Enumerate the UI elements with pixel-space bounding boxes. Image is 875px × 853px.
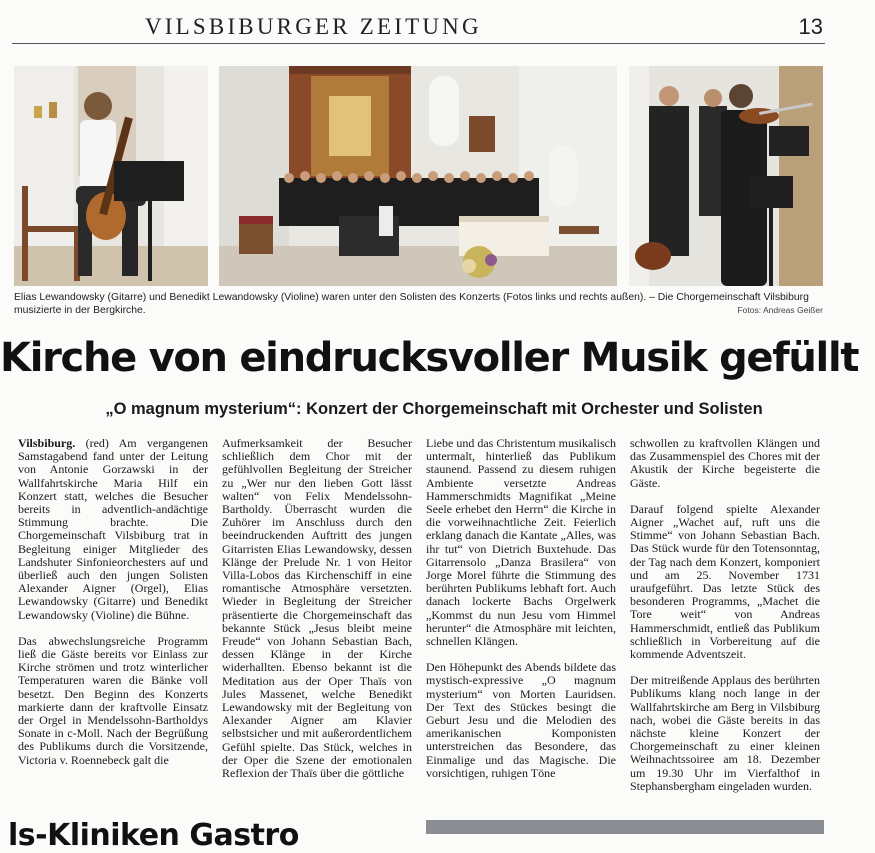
article-column-2 (222, 437, 412, 780)
article-column-3 (426, 437, 616, 780)
paragraph: Liebe und das Christentum musikalisch untermalt, hinterließ das Publikum staunend. Passend zu diesem ruhigen Ambiente versetzte Andreas Hammerschmidts Magnifikat „Meine Seele erhebet den Herrn“ die Kirche in die vorweihnachtliche Zeit. Feierlich erklang danach die Kantate „Alles, was ihr tut“ von Dietrich Buxtehude. Das Gitarrensolo „Danza Brasilera“ von Jorge Morel führte die Stimmung des berührten Publikums lebhaft fort. Auch danach lockerte Bachs Orgelwerk „Kommst du nun Jesu vom Himmel herunter“ die Atmosphäre mit leichten, schnellen Klängen. (426, 436, 616, 649)
paragraph (18, 437, 208, 622)
paragraph: Den Höhepunkt des Abends bildete das mystisch-expressive „O magnum mysterium“ von Morten Lauridsen. Der Text des Stückes besingt die Geburt Jesu und die Melodien des amerikanischen Komponisten unterstreichen das Besondere, das Einmalige und das Magische. Die vorsichtigen, ruhigen Töne (426, 660, 616, 780)
paragraph-text: (red) Am vergangenen Samstagabend fand unter der Leitung von Antonie Gorzawski in der Wallfahrtskirche Maria Hilf ein Konzert statt, welches die Besucher bereits in adventlich-andächtige Stimmung brachte. Die Chorgemeinschaft Vilsbiburg trat in Begleitung einiger Mitglieder des Landshuter Sinfonieorchesters auf und überließ auch den jungen Solisten Alexander Aigner (Orgel), Elias Lewandowsky (Gitarre) und Benedikt Lewandowsky (Violine) die Bühne. (18, 436, 208, 622)
photo-credit: Fotos: Andreas Geißer (737, 305, 823, 315)
page-number: 13 (798, 14, 823, 39)
photo-violinist (629, 66, 823, 286)
masthead: VILSBIBURGER ZEITUNG (145, 14, 482, 39)
article-column-4 (630, 437, 820, 793)
article-headline: Kirche von eindrucksvoller Musik gefüllt (0, 335, 859, 381)
next-article-photo (426, 820, 824, 834)
photo-caption: Elias Lewandowsky (Gitarre) und Benedikt Lewandowsky (Violine) waren unter den Solisten des Konzerts (Fotos links und rechts außen). – Die Chorgemeinschaft Vilsbiburg musizierte in der Bergkirche. (14, 292, 809, 316)
paragraph: Das abwechslungsreiche Programm ließ die Gäste bereits vor Einlass zur Kirche strömen und trotz winterlicher Temperaturen waren die Bänke voll besetzt. Den Beginn des Konzerts markierte dann der kraftvolle Einsatz der Orgel in Mendelssohn-Bartholdys Sonate in c-Moll. Nach der Begrüßung des Publikums durch die Vorsitzende, Victoria v. Roennebeck galt die (18, 633, 208, 767)
header-rule (12, 43, 825, 44)
article-subheadline: „O magnum mysterium“: Konzert der Chorgemeinschaft mit Orchester und Solisten (105, 400, 763, 418)
paragraph: Aufmerksamkeit der Besucher schließlich dem Chor mit der gefühlvollen Begleitung der Streicher zu „Wer nur den lieben Gott lässt walten“ von Felix Mendelssohn-Bartholdy. Überrascht wurden die Zuhörer im Anschluss durch den beeindruckenden Auftritt des jungen Gitarristen Elias Lewandowsky, dessen Klänge der Prelude Nr. 1 von Heitor Villa-Lobos das Kirchenschiff in eine romantische Atmosphäre versetzten. Wieder in Begleitung der Streicher präsentierte die Chorgemeinschaft das bekannte Stück „Jesus bleibt meine Freude“ von Johann Sebastian Bach, dessen Klänge in der Kirche widerhallten. Ebenso bekannt ist die Meditation aus der Oper Thaïs von Jules Massenet, welche Benedikt Lewandowsky mit der Begleitung von Alexander Aigner am Klavier selbstsicher und mit außerordentlichem Gefühl spielte. Das Stück, welches in der Oper die Szene der emotionalen Reflexion der Thaïs über die göttliche (222, 436, 412, 781)
paragraph: schwollen zu kraftvollen Klängen und das Zusammenspiel des Chores mit der Akustik der Kirche begeisterte die Gäste. (630, 436, 820, 490)
paragraph: Der mitreißende Applaus des berührten Publikums klang noch lange in der Wallfahrtskirche am Berg in Vilsbiburg nach, wobei die Gäste bereits in das nächste kleine Konzert der Chorgemeinschaft zu einer kleinen Weihnachtssoiree am 18. Dezember um 19.30 Uhr im Vierfalthof in Stephansbergham eingeladen wurden. (630, 673, 820, 793)
photo-guitarist (14, 66, 208, 286)
article-column-1 (18, 437, 208, 767)
dateline: Vilsbiburg. (18, 436, 76, 450)
paragraph: Darauf folgend spielte Alexander Aigner „Wachet auf, ruft uns die Stimme“ von Johann Sebastian Bach. Das Stück wurde für den Totensonntag, der Tag nach dem Konzert, komponiert und am 25. November 1731 uraufgeführt. Das letzte Stück des besonderen Programms, „Machet die Tore weit“ von Andreas Hammerschmidt, entließ das Publikum schließlich in Vorbereitung auf die kommende Adventszeit. (630, 501, 820, 662)
next-article-headline: ls-Kliniken Gastro (8, 818, 299, 853)
photo-choir (219, 66, 617, 286)
